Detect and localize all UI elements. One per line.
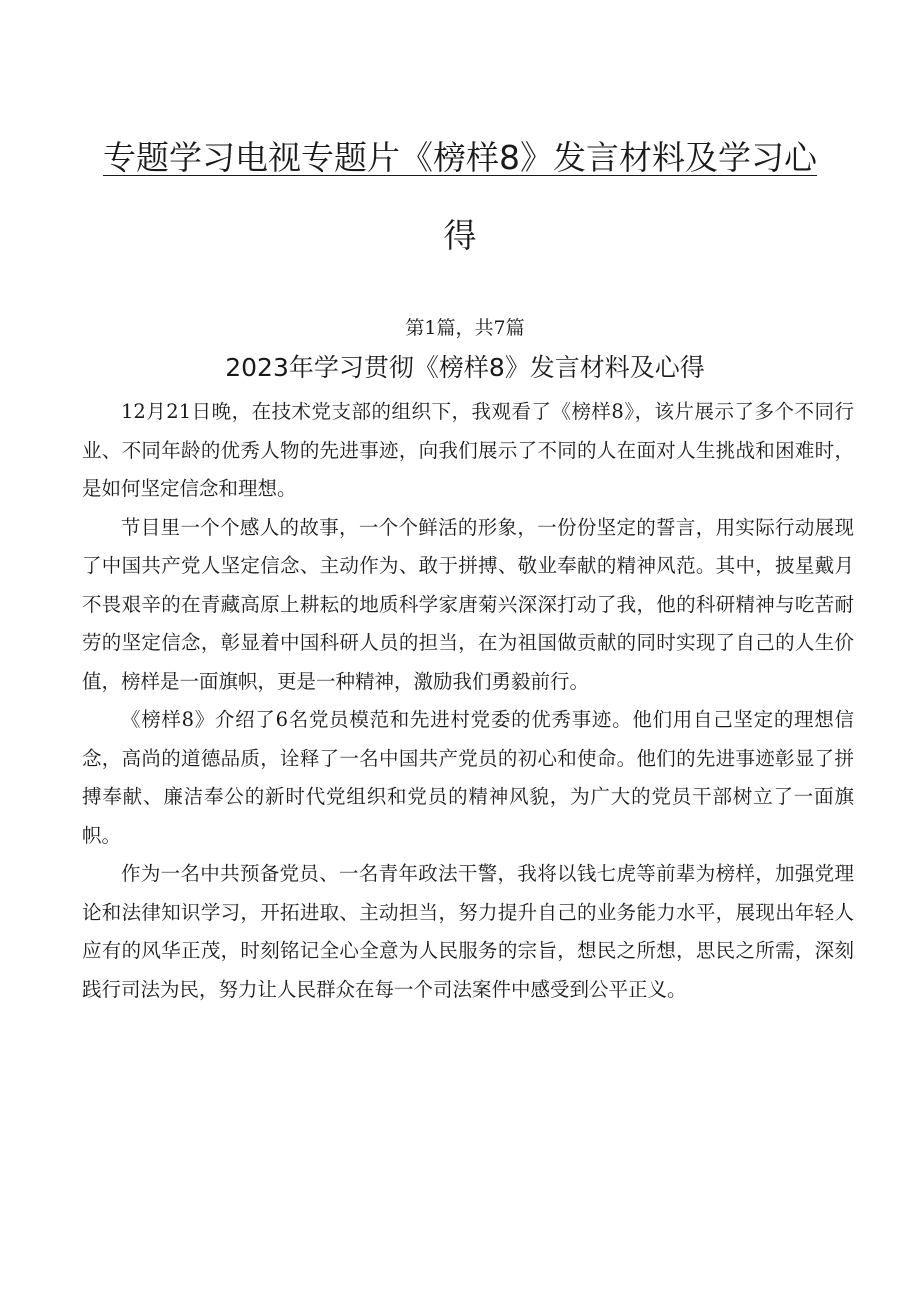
paragraph-2: 节目里一个个感人的故事，一个个鲜活的形象，一份份坚定的誓言，用实际行动展现了中国共产党人坚定信念、主动作为、敢于拼搏、敬业奉献的精神风范。其中，披星戴月不畏艰辛的在青藏高原上耕耘的地质科学家唐菊兴深深打动了我，他的科研精神与吃苦耐劳的坚定信念，彰显着中国科研人员的担当，在为祖国做贡献的同时实现了自己的人生价值，榜样是一面旗帜，更是一种精神，激励我们勇毅前行。 — [82, 515, 854, 693]
paragraph-3: 《榜样8》介绍了6名党员模范和先进村党委的优秀事迹。他们用自己坚定的理想信念，高尚的道德品质，诠释了一名中国共产党员的初心和使命。他们的先进事迹彰显了拼搏奉献、廉洁奉公的新时代党组织和党员的精神风貌，为广大的党员干部树立了一面旗帜。 — [82, 708, 854, 847]
paragraph-4: 作为一名中共预备党员、一名青年政法干警，我将以钱七虎等前辈为榜样，加强党理论和法律知识学习，开拓进取、主动担当，努力提升自己的业务能力水平，展现出年轻人应有的风华正茂，时刻铭记全心全意为人民服务的宗旨，想民之所想，思民之所需，深刻践行司法为民，努力让人民群众在每一个司法案件中感受到公平正义。 — [82, 862, 854, 1001]
document-title-line1 — [80, 138, 840, 178]
section-title: 2023年学习贯彻《榜样8》发言材料及心得 — [225, 353, 705, 382]
paragraph-1: 12月21日晚，在技术党支部的组织下，我观看了《榜样8》，该片展示了多个不同行业、不同年龄的优秀人物的先进事迹，向我们展示了不同的人在面对人生挑战和困难时，是如何坚定信念和理想。 — [82, 400, 854, 500]
document-title-line2: 得 — [443, 216, 477, 255]
body-text — [82, 393, 854, 1009]
document-title-text: 专题学习电视专题片《榜样8》发言材料及学习心 — [103, 138, 817, 177]
part-label: 第1篇，共7篇 — [405, 317, 525, 339]
